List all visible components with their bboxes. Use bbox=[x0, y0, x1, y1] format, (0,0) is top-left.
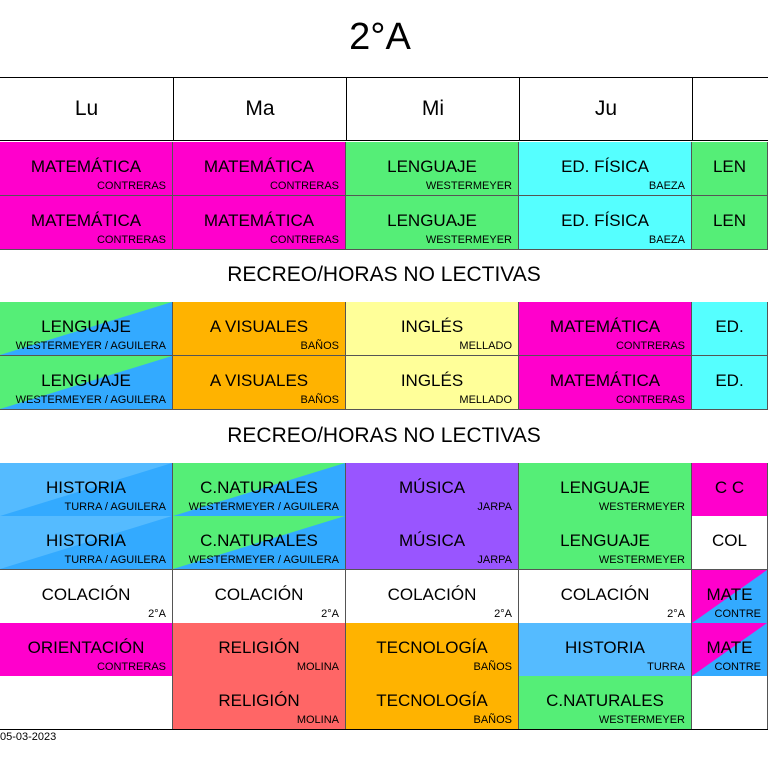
subject-label: TECNOLOGÍA bbox=[376, 691, 488, 710]
subject-label: LENGUAJE bbox=[560, 478, 650, 497]
schedule-cell bbox=[692, 302, 768, 356]
day-header-mi: Mi bbox=[346, 78, 519, 140]
day-header-ma: Ma bbox=[173, 78, 346, 140]
teacher-label: JARPA bbox=[477, 554, 512, 566]
day-header-lu: Lu bbox=[74, 97, 99, 120]
teacher-label: WESTERMEYER bbox=[598, 501, 685, 513]
teacher-label: MOLINA bbox=[296, 714, 339, 726]
subject-label: LENGUAJE bbox=[41, 371, 131, 390]
schedule-cell bbox=[173, 302, 346, 356]
teacher-label: TURRA bbox=[647, 661, 685, 673]
teacher-label: CONTRERAS bbox=[269, 234, 339, 246]
teacher-label: WESTERMEYER / AGUILERA bbox=[15, 394, 166, 406]
subject-label: ED. FÍSICA bbox=[561, 157, 649, 176]
teacher-label: CONTRERAS bbox=[96, 180, 166, 192]
schedule-cell bbox=[692, 623, 768, 677]
subject-label: MATEMÁTICA bbox=[30, 211, 142, 230]
schedule-cell bbox=[173, 570, 346, 624]
subject-label: COL bbox=[712, 531, 747, 550]
teacher-label: WESTERMEYER / AGUILERA bbox=[15, 340, 166, 352]
schedule-cell bbox=[519, 516, 692, 570]
schedule-cell bbox=[692, 196, 768, 250]
subject-label: COLACIÓN bbox=[387, 585, 477, 604]
teacher-label: MELLADO bbox=[459, 394, 512, 406]
schedule-cell bbox=[173, 676, 346, 730]
teacher-label: TURRA / AGUILERA bbox=[64, 554, 166, 566]
teacher-label: MOLINA bbox=[296, 661, 339, 673]
schedule-cell bbox=[346, 463, 519, 517]
subject-label: LENGUAJE bbox=[387, 211, 477, 230]
subject-label: MATE bbox=[706, 585, 753, 604]
subject-label: HISTORIA bbox=[46, 531, 126, 550]
subject-label: LEN bbox=[712, 157, 747, 176]
schedule-cell bbox=[692, 356, 768, 410]
subject-label: ORIENTACIÓN bbox=[27, 638, 145, 657]
teacher-label: BAÑOS bbox=[300, 394, 339, 406]
page-title: 2°A bbox=[349, 16, 411, 58]
schedule-cell bbox=[173, 623, 346, 677]
day-header-ju: Ju bbox=[519, 78, 692, 140]
schedule-cell bbox=[0, 676, 173, 730]
schedule-cell bbox=[346, 356, 519, 410]
subject-label: COLACIÓN bbox=[214, 585, 304, 604]
subject-label: ED. FÍSICA bbox=[561, 211, 649, 230]
teacher-label: WESTERMEYER bbox=[425, 234, 512, 246]
teacher-label: CONTRERAS bbox=[269, 180, 339, 192]
schedule-cell bbox=[692, 676, 768, 730]
subject-label: C.NATURALES bbox=[200, 478, 318, 497]
subject-label: LEN bbox=[712, 211, 747, 230]
subject-label: RELIGIÓN bbox=[218, 638, 300, 657]
schedule-cell bbox=[519, 623, 692, 677]
recess-banner-2: RECREO/HORAS NO LECTIVAS bbox=[227, 424, 541, 447]
subject-label: MÚSICA bbox=[398, 531, 466, 550]
schedule-cell bbox=[346, 516, 519, 570]
schedule-cell bbox=[173, 356, 346, 410]
subject-label: RELIGIÓN bbox=[218, 691, 300, 710]
teacher-label: 2°A bbox=[494, 608, 512, 620]
subject-label: MATEMÁTICA bbox=[203, 211, 315, 230]
teacher-label: CONTRERAS bbox=[615, 340, 685, 352]
subject-label: INGLÉS bbox=[400, 371, 464, 390]
schedule-cell bbox=[0, 570, 173, 624]
teacher-label: CONTRE bbox=[714, 608, 761, 620]
teacher-label: 2°A bbox=[667, 608, 685, 620]
schedule-cell bbox=[0, 623, 173, 677]
footer-date: 05-03-2023 bbox=[0, 731, 57, 743]
teacher-label: BAEZA bbox=[648, 180, 685, 192]
schedule-cell bbox=[346, 570, 519, 624]
teacher-label: BAÑOS bbox=[300, 340, 339, 352]
schedule-cell bbox=[346, 302, 519, 356]
schedule-cell bbox=[692, 570, 768, 624]
teacher-label: BAEZA bbox=[648, 234, 685, 246]
teacher-label: WESTERMEYER bbox=[598, 714, 685, 726]
subject-label: C C bbox=[714, 478, 745, 497]
schedule-cell bbox=[519, 676, 692, 730]
subject-label: COLACIÓN bbox=[560, 585, 650, 604]
subject-label: LENGUAJE bbox=[41, 317, 131, 336]
teacher-label: BAÑOS bbox=[473, 714, 512, 726]
schedule-cell bbox=[519, 196, 692, 250]
teacher-label: BAÑOS bbox=[473, 661, 512, 673]
subject-label: TECNOLOGÍA bbox=[376, 638, 488, 657]
teacher-label: JARPA bbox=[477, 501, 512, 513]
subject-label: ED. bbox=[715, 371, 744, 390]
schedule-cell bbox=[519, 302, 692, 356]
schedule-cell bbox=[0, 356, 173, 410]
subject-label: MATEMÁTICA bbox=[549, 317, 661, 336]
subject-label: A VISUALES bbox=[209, 317, 309, 336]
teacher-label: CONTRERAS bbox=[96, 234, 166, 246]
teacher-label: CONTRERAS bbox=[96, 661, 166, 673]
subject-label: HISTORIA bbox=[46, 478, 126, 497]
subject-label: MATEMÁTICA bbox=[30, 157, 142, 176]
teacher-label: WESTERMEYER / AGUILERA bbox=[188, 554, 339, 566]
subject-label: LENGUAJE bbox=[387, 157, 477, 176]
subject-label: MATEMÁTICA bbox=[203, 157, 315, 176]
teacher-label: TURRA / AGUILERA bbox=[64, 501, 166, 513]
schedule-cell bbox=[692, 463, 768, 517]
subject-label: HISTORIA bbox=[565, 638, 645, 657]
grid-bottom-border bbox=[0, 729, 768, 730]
schedule-cell bbox=[346, 196, 519, 250]
teacher-label: WESTERMEYER bbox=[425, 180, 512, 192]
schedule-cell bbox=[173, 142, 346, 196]
schedule-cell bbox=[519, 570, 692, 624]
teacher-label: CONTRERAS bbox=[615, 394, 685, 406]
schedule-cell bbox=[0, 302, 173, 356]
teacher-label: 2°A bbox=[321, 608, 339, 620]
schedule-cell bbox=[0, 142, 173, 196]
schedule-cell bbox=[173, 196, 346, 250]
schedule-cell bbox=[519, 463, 692, 517]
schedule-cell bbox=[173, 463, 346, 517]
schedule-cell bbox=[519, 142, 692, 196]
subject-label: MATE bbox=[706, 638, 753, 657]
subject-label: ED. bbox=[715, 317, 744, 336]
teacher-label: 2°A bbox=[148, 608, 166, 620]
teacher-label: WESTERMEYER bbox=[598, 554, 685, 566]
schedule-cell bbox=[0, 196, 173, 250]
subject-label: LENGUAJE bbox=[560, 531, 650, 550]
schedule-cell bbox=[173, 516, 346, 570]
subject-label: INGLÉS bbox=[400, 317, 464, 336]
subject-label: MATEMÁTICA bbox=[549, 371, 661, 390]
subject-label: C.NATURALES bbox=[200, 531, 318, 550]
schedule-cell bbox=[519, 356, 692, 410]
schedule-cell bbox=[346, 676, 519, 730]
schedule-cell bbox=[346, 623, 519, 677]
subject-label: COLACIÓN bbox=[41, 585, 131, 604]
subject-label: MÚSICA bbox=[398, 478, 466, 497]
teacher-label: MELLADO bbox=[459, 340, 512, 352]
schedule-cell bbox=[0, 516, 173, 570]
schedule-cell bbox=[0, 463, 173, 517]
recess-banner-1: RECREO/HORAS NO LECTIVAS bbox=[227, 263, 541, 286]
day-header-vi bbox=[692, 78, 768, 140]
schedule-cell bbox=[692, 516, 768, 570]
teacher-label: CONTRE bbox=[714, 661, 761, 673]
subject-label: A VISUALES bbox=[209, 371, 309, 390]
schedule-cell bbox=[346, 142, 519, 196]
schedule-cell bbox=[692, 142, 768, 196]
header-bottom-border bbox=[0, 140, 768, 141]
teacher-label: WESTERMEYER / AGUILERA bbox=[188, 501, 339, 513]
subject-label: C.NATURALES bbox=[546, 691, 664, 710]
